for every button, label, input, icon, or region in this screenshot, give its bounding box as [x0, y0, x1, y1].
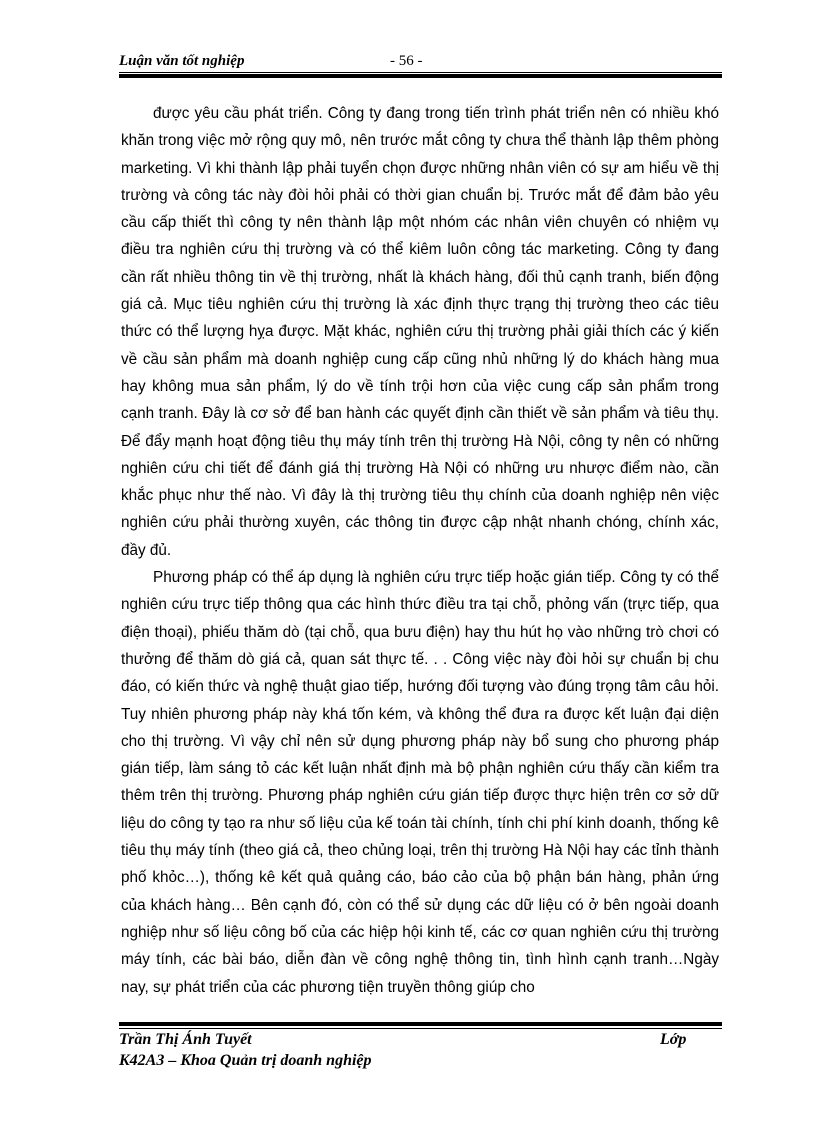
paragraph-1: được yêu cầu phát triển. Công ty đang trong tiến trình phát triển nên có nhiều khó khăn trong việc mở rộng quy mô, nên trước mắt công ty chưa thể thành lập thêm phòng marketing. Vì khi thành lập phải tuyển chọn được những nhân viên có sự am hiểu về thị trường và công tác này đòi hỏi phải có thời gian chuẩn bị. Trước mắt để đảm bảo yêu cầu cấp thiết thì công ty nên thành lập một nhóm các nhân viên chuyên có nhiệm vụ điều tra nghiên cứu thị trường và có thể kiêm luôn công tác marketing. Công ty đang cần rất nhiều thông tin về thị trường, nhất là khách hàng, đối thủ cạnh tranh, biến động giá cả. Mục tiêu nghiên cứu thị trường là xác định thực trạng thị trường theo các tiêu thức có thể lượng hỵa được. Mặt khác, nghiên cứu thị trường phải giải thích các ý kiến về cầu sản phẩm mà doanh nghiệp cung cấp cũng nhủ những lý do khách hàng mua hay không mua sản phẩm, lý do về tính trội hơn của việc cung cấp sản phẩm trong cạnh tranh. Đây là cơ sở để ban hành các quyết định cần thiết về sản phẩm và tiêu thụ. Để đẩy mạnh hoạt động tiêu thụ máy tính trên thị trường Hà Nội, công ty nên có những nghiên cứu chi tiết để đánh giá thị trường Hà Nội có những ưu nhược điểm nào, cần khắc phục như thế nào. Vì đây là thị trường tiêu thụ chính của doanh nghiệp nên việc nghiên cứu phải thường xuyên, các thông tin được cập nhật nhanh chóng, chính xác, đầy đủ. — [121, 105, 719, 559]
footer-class-label: Lớp — [660, 1031, 687, 1048]
page-header — [119, 51, 722, 71]
header-rule-thick — [119, 74, 722, 78]
header-rule-thin — [119, 72, 722, 73]
footer-rule-thick — [119, 1022, 722, 1026]
footer-department: K42A3 – Khoa Quản trị doanh nghiệp — [119, 1052, 372, 1069]
footer-rule-thin — [119, 1028, 722, 1029]
body-text — [121, 100, 719, 1001]
paragraph-2: Phương pháp có thể áp dụng là nghiên cứu trực tiếp hoặc gián tiếp. Công ty có thể nghiên cứu trực tiếp thông qua các hình thức điều tra tại chỗ, phỏng vấn (trực tiếp, qua điện thoại), phiếu thăm dò (tại chỗ, qua bưu điện) hay thu hút họ vào những trò chơi có thưởng để thăm dò giá cả, quan sát thực tế. . . Công việc này đòi hỏi sự chuẩn bị chu đáo, có kiến thức và nghệ thuật giao tiếp, hướng đối tượng vào đúng trọng tâm câu hỏi. Tuy nhiên phương pháp này khá tốn kém, và không thể đưa ra được kết luận đại diện cho thị trường. Vì vậy chỉ nên sử dụng phương pháp này bổ sung cho phương pháp gián tiếp, làm sáng tỏ các kết luận nhất định mà bộ phận nghiên cứu thấy cần kiểm tra thêm trên thị trường. Phương pháp nghiên cứu gián tiếp được thực hiện trên cơ sở dữ liệu do công ty tạo ra như số liệu của kế toán tài chính, tính chi phí kinh doanh, thống kê tiêu thụ máy tính (theo giá cả, theo chủng loại, trên thị trường Hà Nội hay các tỉnh thành phố khỏc…), thống kê kết quả quảng cáo, báo cảo của bộ phận bán hàng, phản ứng của khách hàng… Bên cạnh đó, còn có thể sử dụng các dữ liệu có ở bên ngoài doanh nghiệp như số liệu công bố của các hiệp hội kinh tế, các cơ quan nghiên cứu thị trường máy tính, các bài báo, diễn đàn về công nghệ thông tin, tình hình cạnh tranh…Ngày nay, sự phát triển của các phương tiện truyền thông giúp cho — [121, 569, 719, 996]
header-title: Luận văn tốt nghiệp — [119, 53, 245, 69]
page-number: - 56 - — [390, 53, 423, 69]
footer-author: Trần Thị Ánh Tuyết — [119, 1031, 252, 1048]
